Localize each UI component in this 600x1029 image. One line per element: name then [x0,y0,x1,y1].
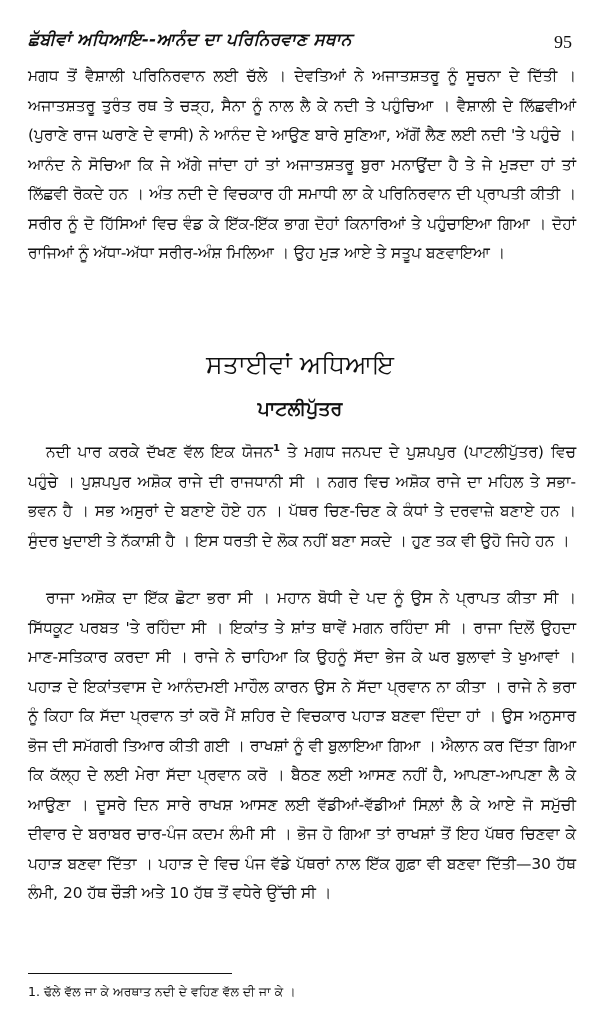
paragraph-ashoka-brother: ਰਾਜਾ ਅਸ਼ੋਕ ਦਾ ਇੱਕ ਛੋਟਾ ਭਰਾ ਸੀ । ਮਹਾਨ ਬੋਧੀ ਦੇ ਪਦ ਨੂੰ ਉਸ ਨੇ ਪ੍ਰਾਪਤ ਕੀਤਾ ਸੀ । ਸਿੱਧਕੂਟ ਪਰਬਤ 'ਤੇ ਰਹਿੰਦਾ ਸੀ । ਇਕਾਂਤ ਤੇ ਸ਼ਾਂਤ ਥਾਵੇਂ ਮਗਨ ਰਹਿੰਦਾ ਸੀ । ਰਾਜਾ ਦਿਲੋਂ ਉਹਦਾ ਮਾਣ-ਸਤਿਕਾਰ ਕਰਦਾ ਸੀ । ਰਾਜੇ ਨੇ ਚਾਹਿਆ ਕਿ ਉਹਨੂੰ ਸੱਦਾ ਭੇਜ ਕੇ ਘਰ ਬੁਲਾਵਾਂ ਤੇ ਖੁਆਵਾਂ । ਪਹਾੜ ਦੇ ਇਕਾਂਤਵਾਸ ਦੇ ਆਨੰਦਮਈ ਮਾਹੌਲ ਕਾਰਨ ਉਸ ਨੇ ਸੱਦਾ ਪ੍ਰਵਾਨ ਨਾ ਕੀਤਾ । ਰਾਜੇ ਨੇ ਭਰਾ ਨੂੰ ਕਿਹਾ ਕਿ ਸੱਦਾ ਪ੍ਰਵਾਨ ਤਾਂ ਕਰੋ ਮੈਂ ਸ਼ਹਿਰ ਦੇ ਵਿਚਕਾਰ ਪਹਾੜ ਬਣਵਾ ਦਿੰਦਾ ਹਾਂ । ਉਸ ਅਨੁਸਾਰ ਭੋਜ ਦੀ ਸਮੱਗਰੀ ਤਿਆਰ ਕੀਤੀ ਗਈ । ਰਾਖਸ਼ਾਂ ਨੂੰ ਵੀ ਬੁਲਾਇਆ ਗਿਆ । ਐਲਾਨ ਕਰ ਦਿੱਤਾ ਗਿਆ ਕਿ ਕੱਲ੍ਹ ਦੇ ਲਈ ਮੇਰਾ ਸੱਦਾ ਪ੍ਰਵਾਨ ਕਰੋ । ਬੈਠਣ ਲਈ ਆਸਣ ਨਹੀਂ ਹੈ, ਆਪਣਾ-ਆਪਣਾ ਲੈ ਕੇ ਆਉਣਾ । ਦੂਸਰੇ ਦਿਨ ਸਾਰੇ ਰਾਖਸ਼ ਆਸਣ ਲਈ ਵੱਡੀਆਂ-ਵੱਡੀਆਂ ਸਿਲ਼ਾਂ ਲੈ ਕੇ ਆਏ ਜੋ ਸਮੁੱਚੀ ਦੀਵਾਰ ਦੇ ਬਰਾਬਰ ਚਾਰ-ਪੰਜ ਕਦਮ ਲੰਮੀ ਸੀ । ਭੋਜ ਹੋ ਗਿਆ ਤਾਂ ਰਾਖਸ਼ਾਂ ਤੋਂ ਇਹ ਪੱਥਰ ਚਿਣਵਾ ਕੇ ਪਹਾੜ ਬਣਵਾ ਦਿੱਤਾ । ਪਹਾੜ ਦੇ ਵਿਚ ਪੰਜ ਵੱਡੇ ਪੱਥਰਾਂ ਨਾਲ ਇੱਕ ਗੁਫ਼ਾ ਵੀ ਬਣਵਾ ਦਿੱਤੀ—30 ਹੱਥ ਲੰਮੀ, 20 ਹੱਥ ਚੌੜੀ ਅਤੇ 10 ਹੱਥ ਤੋਂ ਵਧੇਰੇ ਉੱਚੀ ਸੀ । [28,589,576,902]
footnote-divider [28,973,232,974]
page-number: 95 [554,32,572,52]
paragraph-text-part: ਨਦੀ ਪਾਰ ਕਰਕੇ ਦੱਖਣ ਵੱਲ ਇਕ ਯੋਜਨ [46,443,274,461]
paragraph-pataliputra-intro [28,438,576,556]
paragraph-text-part: ਤੇ ਮਗਧ ਜਨਪਦ ਦੇ ਪੁਸ਼ਪਪੁਰ (ਪਾਟਲੀਪੁੱਤਰ) ਵਿਚ ਪਹੁੰਚੇ । ਪੁਸ਼ਪਪੁਰ ਅਸ਼ੋਕ ਰਾਜੇ ਦੀ ਰਾਜਧਾਨੀ ਸੀ । ਨਗਰ ਵਿਚ ਅਸ਼ੋਕ ਰਾਜੇ ਦਾ ਮਹਿਲ ਤੇ ਸਭਾ-ਭਵਨ ਹੈ । ਸਭ ਅਸੁਰਾਂ ਦੇ ਬਣਾਏ ਹੋਏ ਹਨ । ਪੱਥਰ ਚਿਣ-ਚਿਣ ਕੇ ਕੰਧਾਂ ਤੇ ਦਰਵਾਜ਼ੇ ਬਣਾਏ ਹਨ । ਸੁੰਦਰ ਖੁਦਾਈ ਤੇ ਨੱਕਾਸ਼ੀ ਹੈ । ਇਸ ਧਰਤੀ ਦੇ ਲੋਕ ਨਹੀਂ ਬਣਾ ਸਕਦੇ । ਹੁਣ ਤਕ ਵੀ ਉਹੋ ਜਿਹੇ ਹਨ । [28,443,577,550]
footnote: 1. ਢੱਲੇ ਵੱਲ ਜਾ ਕੇ ਅਰਥਾਤ ਨਦੀ ਦੇ ਵਹਿਣ ਵੱਲ ਦੀ ਜਾ ਕੇ । [28,984,296,999]
section-subtitle: ਪਾਟਲੀਪੁੱਤਰ [257,398,343,420]
chapter-title: ਸਤਾਈਵਾਂ ਅਧਿਆਇ [206,350,394,379]
footnote-reference: 1 [273,442,280,454]
running-header: ਛੱਬੀਵਾਂ ਅਧਿਆਇ--ਆਨੰਦ ਦਾ ਪਰਿਨਿਰਵਾਣ ਸਥਾਨ [28,30,352,50]
paragraph-continuation: ਮਗਧ ਤੋਂ ਵੈਸ਼ਾਲੀ ਪਰਿਨਿਰਵਾਨ ਲਈ ਚੱਲੇ । ਦੇਵਤਿਆਂ ਨੇ ਅਜਾਤਸ਼ਤਰੂ ਨੂੰ ਸੂਚਨਾ ਦੇ ਦਿੱਤੀ । ਅਜਾਤਸ਼ਤਰੂ ਤੁਰੰਤ ਰਥ ਤੇ ਚੜ੍ਹ, ਸੈਨਾ ਨੂੰ ਨਾਲ ਲੈ ਕੇ ਨਦੀ ਤੇ ਪਹੁੰਚਿਆ । ਵੈਸ਼ਾਲੀ ਦੇ ਲਿੱਛਵੀਆਂ (ਪੁਰਾਣੇ ਰਾਜ ਘਰਾਣੇ ਦੇ ਵਾਸੀ) ਨੇ ਆਨੰਦ ਦੇ ਆਉਣ ਬਾਰੇ ਸੁਣਿਆ, ਅੱਗੋਂ ਲੈਣ ਲਈ ਨਦੀ 'ਤੇ ਪਹੁੰਚੇ । ਆਨੰਦ ਨੇ ਸੋਚਿਆ ਕਿ ਜੇ ਅੱਗੇ ਜਾਂਦਾ ਹਾਂ ਤਾਂ ਅਜਾਤਸ਼ਤਰੂ ਬੁਰਾ ਮਨਾਉਂਦਾ ਹੈ ਤੇ ਜੇ ਮੁੜਦਾ ਹਾਂ ਤਾਂ ਲਿੱਛਵੀ ਰੋਕਦੇ ਹਨ । ਅੰਤ ਨਦੀ ਦੇ ਵਿਚਕਾਰ ਹੀ ਸਮਾਧੀ ਲਾ ਕੇ ਪਰਿਨਿਰਵਾਨ ਦੀ ਪ੍ਰਾਪਤੀ ਕੀਤੀ । ਸਰੀਰ ਨੂੰ ਦੋ ਹਿੱਸਿਆਂ ਵਿਚ ਵੰਡ ਕੇ ਇੱਕ-ਇੱਕ ਭਾਗ ਦੋਹਾਂ ਕਿਨਾਰਿਆਂ ਤੇ ਪਹੁੰਚਾਇਆ ਗਿਆ । ਦੋਹਾਂ ਰਾਜਿਆਂ ਨੂੰ ਅੱਧਾ-ਅੱਧਾ ਸਰੀਰ-ਅੰਸ਼ ਮਿਲਿਆ । ਉਹ ਮੁੜ ਆਏ ਤੇ ਸਤੂਪ ਬਣਵਾਇਆ । [28,67,576,262]
